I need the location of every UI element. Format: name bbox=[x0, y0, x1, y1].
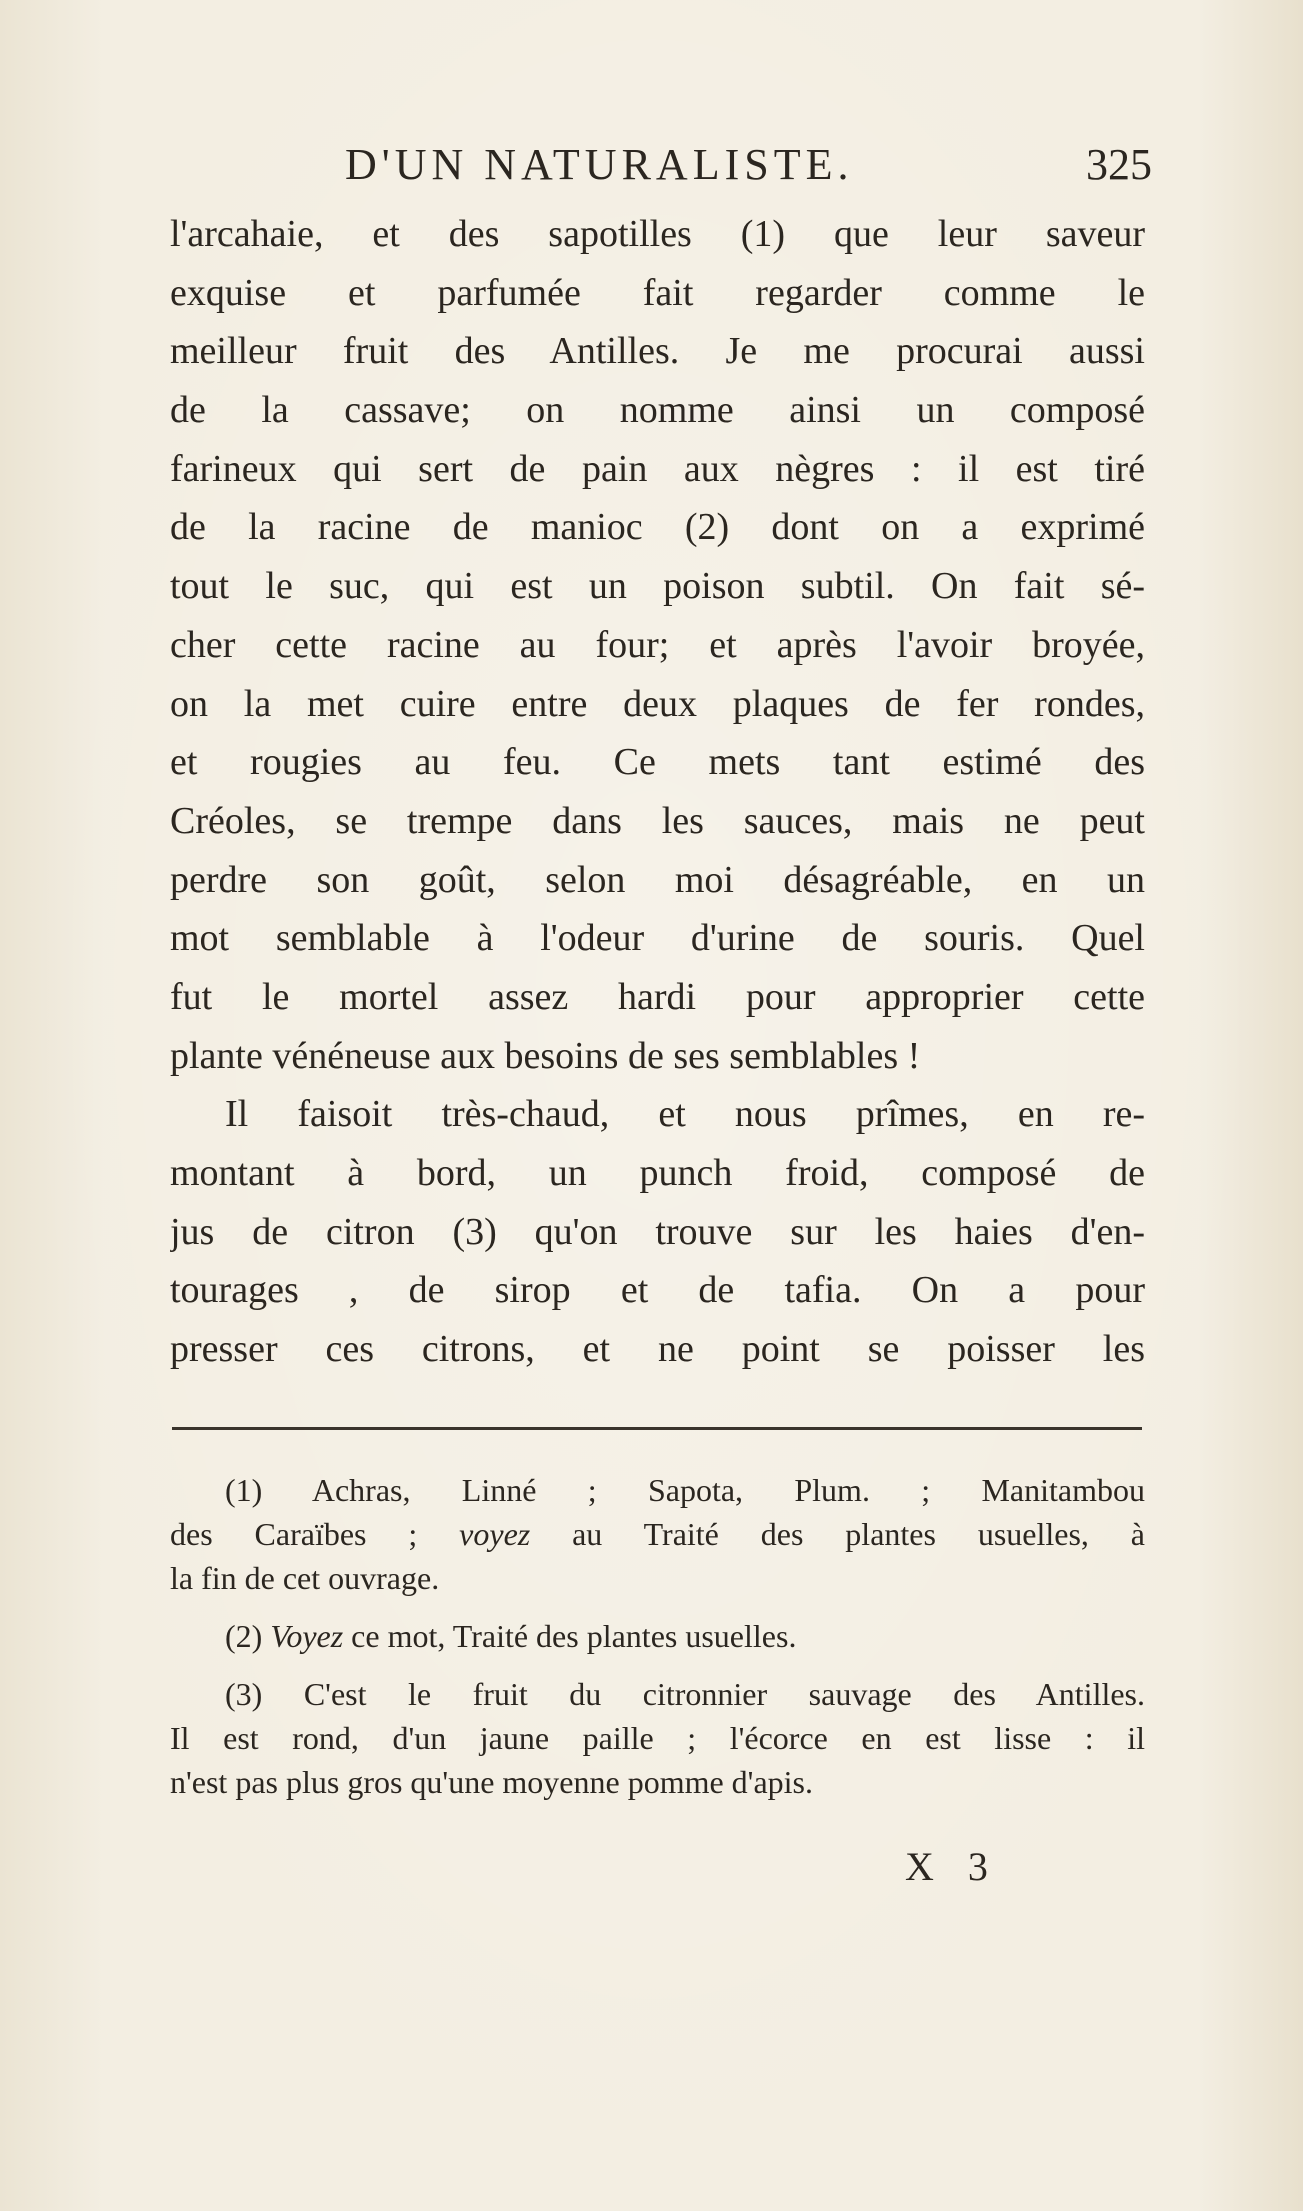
footnote-line: (3) C'est le fruit du citronnier sauvage des Antilles. bbox=[225, 1676, 1145, 1712]
footnote-rule bbox=[172, 1427, 1142, 1430]
footnote-text: (2) bbox=[225, 1618, 271, 1654]
footnote-line: (1) Achras, Linné ; Sapota, Plum. ; Manitambou bbox=[225, 1472, 1145, 1508]
footnote-line: n'est pas plus gros qu'une moyenne pomme d'apis. bbox=[170, 1764, 813, 1800]
footnote-line: la fin de cet ouvrage. bbox=[170, 1560, 440, 1596]
text-line: meilleur fruit des Antilles. Je me procurai aussi bbox=[170, 330, 1145, 373]
text-line: farineux qui sert de pain aux nègres : il est tiré bbox=[170, 447, 1145, 490]
footnote-line: Il est rond, d'un jaune paille ; l'écorce en est lisse : il bbox=[170, 1720, 1145, 1756]
text-line: presser ces citrons, et ne point se poisser les bbox=[170, 1328, 1145, 1371]
running-title: D'UN NATURALISTE. bbox=[345, 140, 854, 189]
footnote-3 bbox=[170, 1672, 1145, 1804]
footnote-text: ce mot, Traité des plantes usuelles. bbox=[343, 1618, 797, 1654]
text-line: perdre son goût, selon moi désagréable, en un bbox=[170, 858, 1145, 901]
footnote-text: au Traité des plantes usuelles, à bbox=[530, 1516, 1145, 1552]
text-line: montant à bord, un punch froid, composé de bbox=[170, 1152, 1145, 1194]
text-line: et rougies au feu. Ce mets tant estimé des bbox=[170, 741, 1145, 784]
text-line: tourages , de sirop et de tafia. On a pour bbox=[170, 1269, 1145, 1312]
text-line: Créoles, se trempe dans les sauces, mais ne peut bbox=[170, 799, 1145, 842]
footnote-text: des Caraïbes ; bbox=[170, 1516, 460, 1552]
text-line: cher cette racine au four; et après l'avoir broyée, bbox=[170, 623, 1145, 666]
signature-mark: X 3 bbox=[905, 1844, 1000, 1889]
footnote-italic: voyez bbox=[459, 1516, 531, 1552]
main-text bbox=[170, 205, 1145, 1379]
footnote-1 bbox=[170, 1468, 1145, 1600]
text-line: jus de citron (3) qu'on trouve sur les haies d'en- bbox=[170, 1210, 1145, 1253]
page-number: 325 bbox=[1086, 140, 1152, 189]
text-line: l'arcahaie, et des sapotilles (1) que leur saveur bbox=[170, 213, 1145, 255]
footnotes bbox=[170, 1468, 1145, 1818]
text-line: Il faisoit très-chaud, et nous prîmes, en re- bbox=[225, 1093, 1145, 1136]
text-line: plante vénéneuse aux besoins de ses semblables ! bbox=[170, 1034, 921, 1077]
text-line: on la met cuire entre deux plaques de fer rondes, bbox=[170, 682, 1145, 725]
page-header bbox=[170, 135, 1152, 195]
footnote-2 bbox=[170, 1614, 1145, 1658]
text-line: de la racine de manioc (2) dont on a exprimé bbox=[170, 506, 1145, 549]
text-line: exquise et parfumée fait regarder comme le bbox=[170, 271, 1145, 314]
text-line: tout le suc, qui est un poison subtil. On fait sé- bbox=[170, 565, 1145, 608]
text-line: mot semblable à l'odeur d'urine de souris. Quel bbox=[170, 917, 1145, 960]
footnote-line bbox=[170, 1614, 1145, 1658]
text-line: fut le mortel assez hardi pour approprier cette bbox=[170, 975, 1145, 1018]
text-line: de la cassave; on nomme ainsi un composé bbox=[170, 389, 1145, 432]
footnote-italic: Voyez bbox=[270, 1618, 344, 1654]
footnote-line bbox=[170, 1512, 1145, 1556]
